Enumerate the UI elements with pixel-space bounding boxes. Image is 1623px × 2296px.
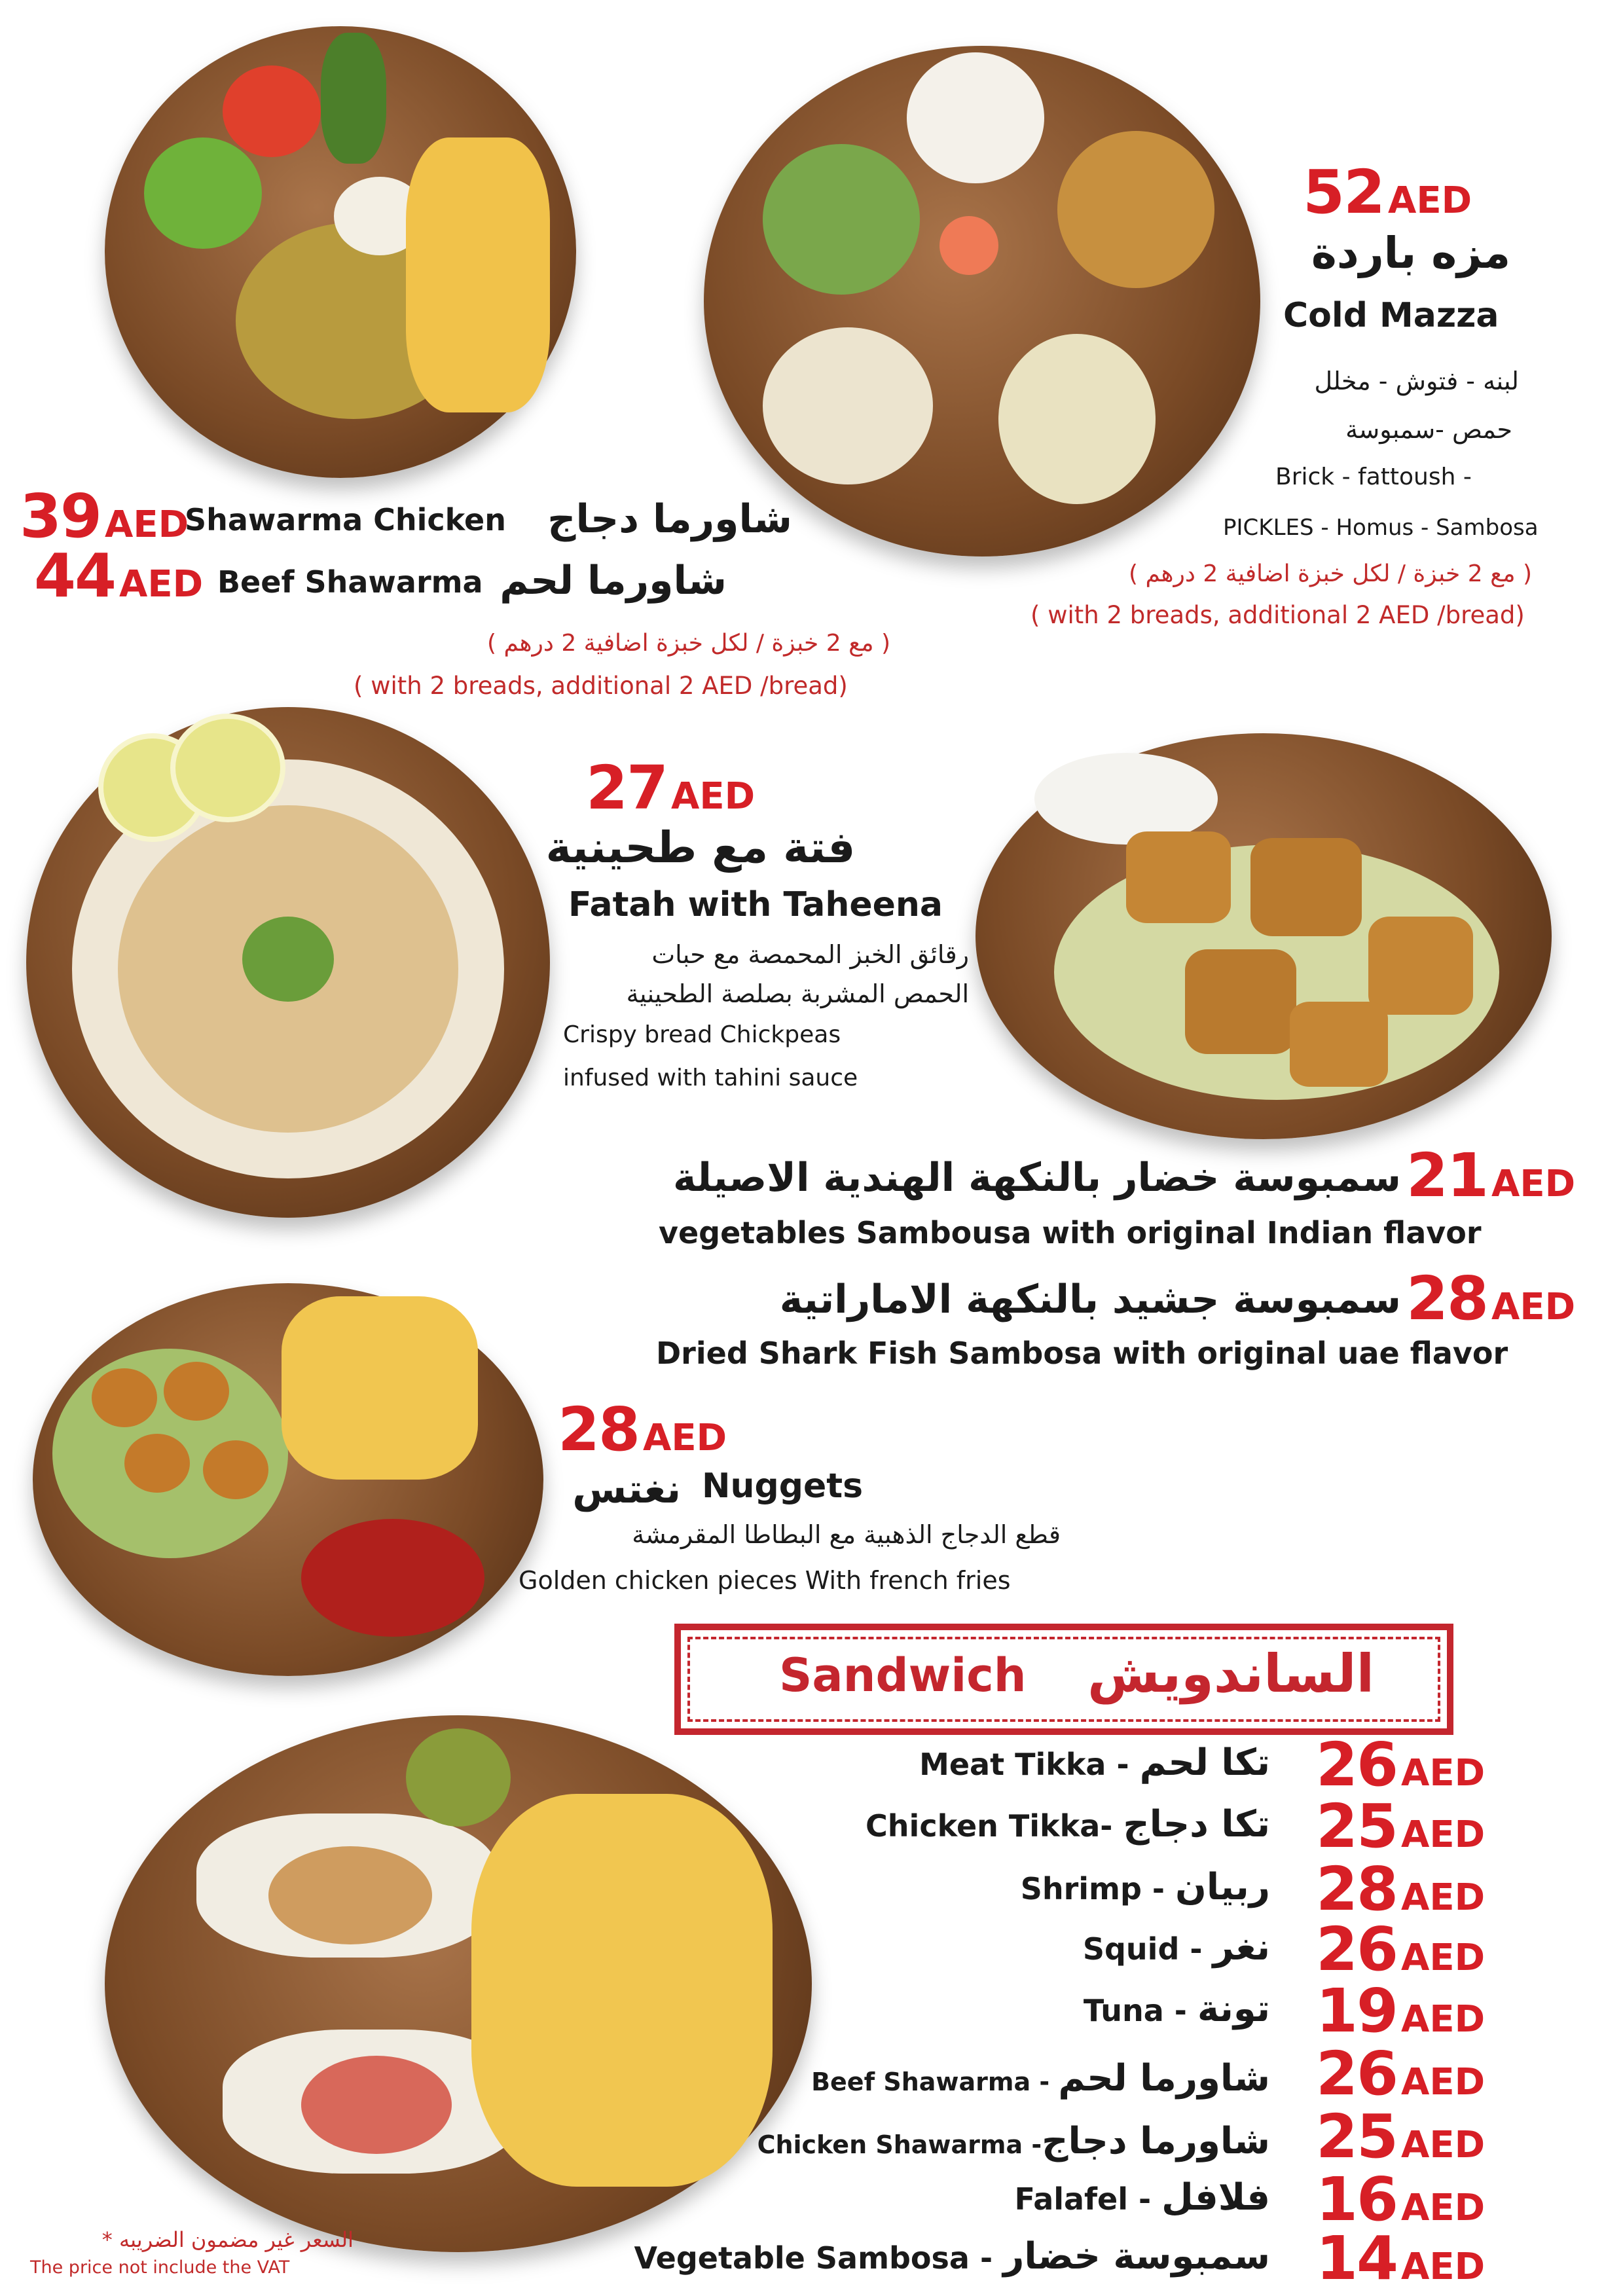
sandwich-item: Shrimp - ربيان 28 AED: [1020, 1854, 1486, 1924]
fatah-price: 27 AED: [586, 753, 756, 823]
sambousa-plate-image: [976, 733, 1552, 1139]
sandwich-title-ar: الساندويش: [1087, 1643, 1374, 1704]
sandwich-item-en: Chicken Tikka: [866, 1808, 1101, 1844]
sandwich-banner: [674, 1624, 1453, 1735]
sandwich-item-en: Tuna: [1083, 1993, 1164, 2028]
sandwich-item-ar: فلافل: [1161, 2176, 1270, 2219]
sandwich-item-price: 26 AED: [1316, 2039, 1486, 2109]
sandwich-item-price: 26 AED: [1316, 1914, 1486, 1984]
sandwich-item-en: Falafel: [1014, 2181, 1129, 2217]
shawarma-note-en: ( with 2 breads, additional 2 AED /bread): [354, 672, 848, 700]
shawarma-note-ar: ( مع 2 خبزة / لكل خبزة اضافية 2 درهم ): [487, 630, 890, 657]
shawarma-beef-name-en: Beef Shawarma: [217, 564, 483, 600]
nuggets-desc-en: Golden chicken pieces With french fries: [519, 1566, 1011, 1595]
sandwich-item: Falafel - فلافل 16 AED: [1014, 2164, 1486, 2234]
sandwich-item-price: 16 AED: [1316, 2164, 1486, 2234]
nuggets-plate-image: [33, 1283, 543, 1676]
sandwich-item-ar: تكا لحم: [1139, 1741, 1270, 1784]
sandwich-item: Meat Tikka - تكا لحم 26 AED: [919, 1730, 1486, 1800]
shawarma-beef-name-ar: شاورما لحم: [500, 558, 727, 604]
sandwich-plate-image: [105, 1715, 812, 2252]
cold-mazza-note-ar: ( مع 2 خبزة / لكل خبزة اضافية 2 درهم ): [1129, 560, 1532, 587]
sandwich-item-en: Shrimp: [1020, 1871, 1142, 1906]
cold-mazza-name-en: Cold Mazza: [1283, 296, 1499, 335]
sandwich-item-ar: ربيان: [1175, 1866, 1270, 1908]
fatah-desc-ar-2: الحمص المشربة بصلصة الطحينية: [626, 979, 969, 1008]
sandwich-item-ar: تكا دجاج: [1123, 1803, 1270, 1846]
cold-mazza-name-ar: مزه باردة: [1311, 228, 1511, 278]
shawarma-chicken-name-en: Shawarma Chicken: [185, 502, 506, 538]
sandwich-item: Chicken Tikka- تكا دجاج 25 AED: [866, 1791, 1486, 1861]
sandwich-item: Chicken Shawarma -شاورما دجاج 25 AED: [757, 2102, 1486, 2172]
sandwich-item-en: Beef Shawarma: [811, 2068, 1031, 2096]
vat-note-en: The price not include the VAT: [30, 2257, 290, 2278]
nuggets-desc-ar: قطع الدجاج الذهبية مع البطاطا المقرمشة: [632, 1520, 1061, 1549]
nuggets-name-ar: نغتس: [572, 1467, 681, 1512]
vat-note-ar: السعر غير مضمون الضريبه *: [101, 2227, 354, 2252]
cold-mazza-price: 52 AED: [1303, 157, 1472, 227]
sambosa-shark-name-ar: سمبوسة جشيد بالنكهة الاماراتية: [779, 1277, 1401, 1322]
nuggets-name-en: Nuggets: [702, 1467, 864, 1506]
fatah-name-ar: فتة مع طحينية: [545, 822, 856, 873]
sambousa-veg-name-en: vegetables Sambousa with original Indian flavor: [659, 1215, 1482, 1250]
fatah-desc-ar-1: رقائق الخبز المحمصة مع حبات: [651, 940, 969, 969]
cold-mazza-desc-en-2: PICKLES - Homus - Sambosa: [1223, 515, 1539, 541]
sandwich-item-price: 28 AED: [1316, 1854, 1486, 1924]
cold-mazza-desc-ar-1: لبنه - فتوش - مخلل: [1314, 367, 1519, 395]
sandwich-item-ar: شاورما لحم: [1058, 2057, 1270, 2100]
sandwich-item-price: 14 AED: [1316, 2223, 1486, 2293]
fatah-name-en: Fatah with Taheena: [568, 885, 943, 924]
sandwich-item-price: 19 AED: [1316, 1976, 1486, 2046]
fatah-desc-en-2: infused with tahini sauce: [563, 1065, 858, 1091]
sandwich-item: Vegetable Sambosa - سمبوسة خضار 14 AED: [634, 2223, 1486, 2293]
sandwich-item-ar: سمبوسة خضار: [1003, 2235, 1270, 2278]
sandwich-item-en: Squid: [1082, 1931, 1180, 1967]
sandwich-item-ar: تونة: [1197, 1988, 1270, 2030]
sandwich-item-ar: شاورما دجاج: [1042, 2120, 1270, 2162]
sandwich-item-en: Meat Tikka: [919, 1747, 1106, 1782]
cold-mazza-desc-en-1: Brick - fattoush -: [1275, 464, 1472, 490]
shawarma-beef-price: 44 AED: [34, 541, 204, 611]
sandwich-item: Squid - نغر 26 AED: [1082, 1914, 1486, 1984]
cold-mazza-desc-ar-2: حمص -سمبوسة: [1345, 415, 1512, 444]
sandwich-item-price: 26 AED: [1316, 1730, 1486, 1800]
sandwich-item-price: 25 AED: [1316, 1791, 1486, 1861]
fatah-desc-en-1: Crispy bread Chickpeas: [563, 1021, 841, 1048]
sandwich-item-price: 25 AED: [1316, 2102, 1486, 2172]
cold-mazza-note-en: ( with 2 breads, additional 2 AED /bread): [1030, 601, 1525, 629]
sandwich-item: Tuna - تونة 19 AED: [1083, 1976, 1486, 2046]
nuggets-price: 28 AED: [558, 1394, 727, 1465]
sandwich-item: Beef Shawarma - شاورما لحم 26 AED: [811, 2039, 1486, 2109]
sambosa-shark-name-en: Dried Shark Fish Sambosa with original uae flavor: [656, 1336, 1508, 1371]
sambousa-veg-name-ar: سمبوسة خضار بالنكهة الهندية الاصيلة: [672, 1155, 1401, 1201]
shawarma-chicken-price: 39 AED: [20, 481, 189, 551]
fatah-plate-image: [26, 707, 550, 1218]
sambousa-veg-price: 21 AED: [1406, 1140, 1576, 1211]
sandwich-item-en: Chicken Shawarma: [757, 2130, 1023, 2159]
sandwich-title-en: Sandwich: [779, 1649, 1027, 1702]
shawarma-plate-image: [105, 26, 576, 478]
sambosa-shark-price: 28 AED: [1406, 1264, 1576, 1334]
shawarma-chicken-name-ar: شاورما دجاج: [547, 496, 792, 542]
sandwich-item-en: Vegetable Sambosa: [634, 2240, 970, 2276]
sandwich-item-ar: نغر: [1213, 1926, 1270, 1969]
cold-mazza-plate-image: [704, 46, 1260, 556]
